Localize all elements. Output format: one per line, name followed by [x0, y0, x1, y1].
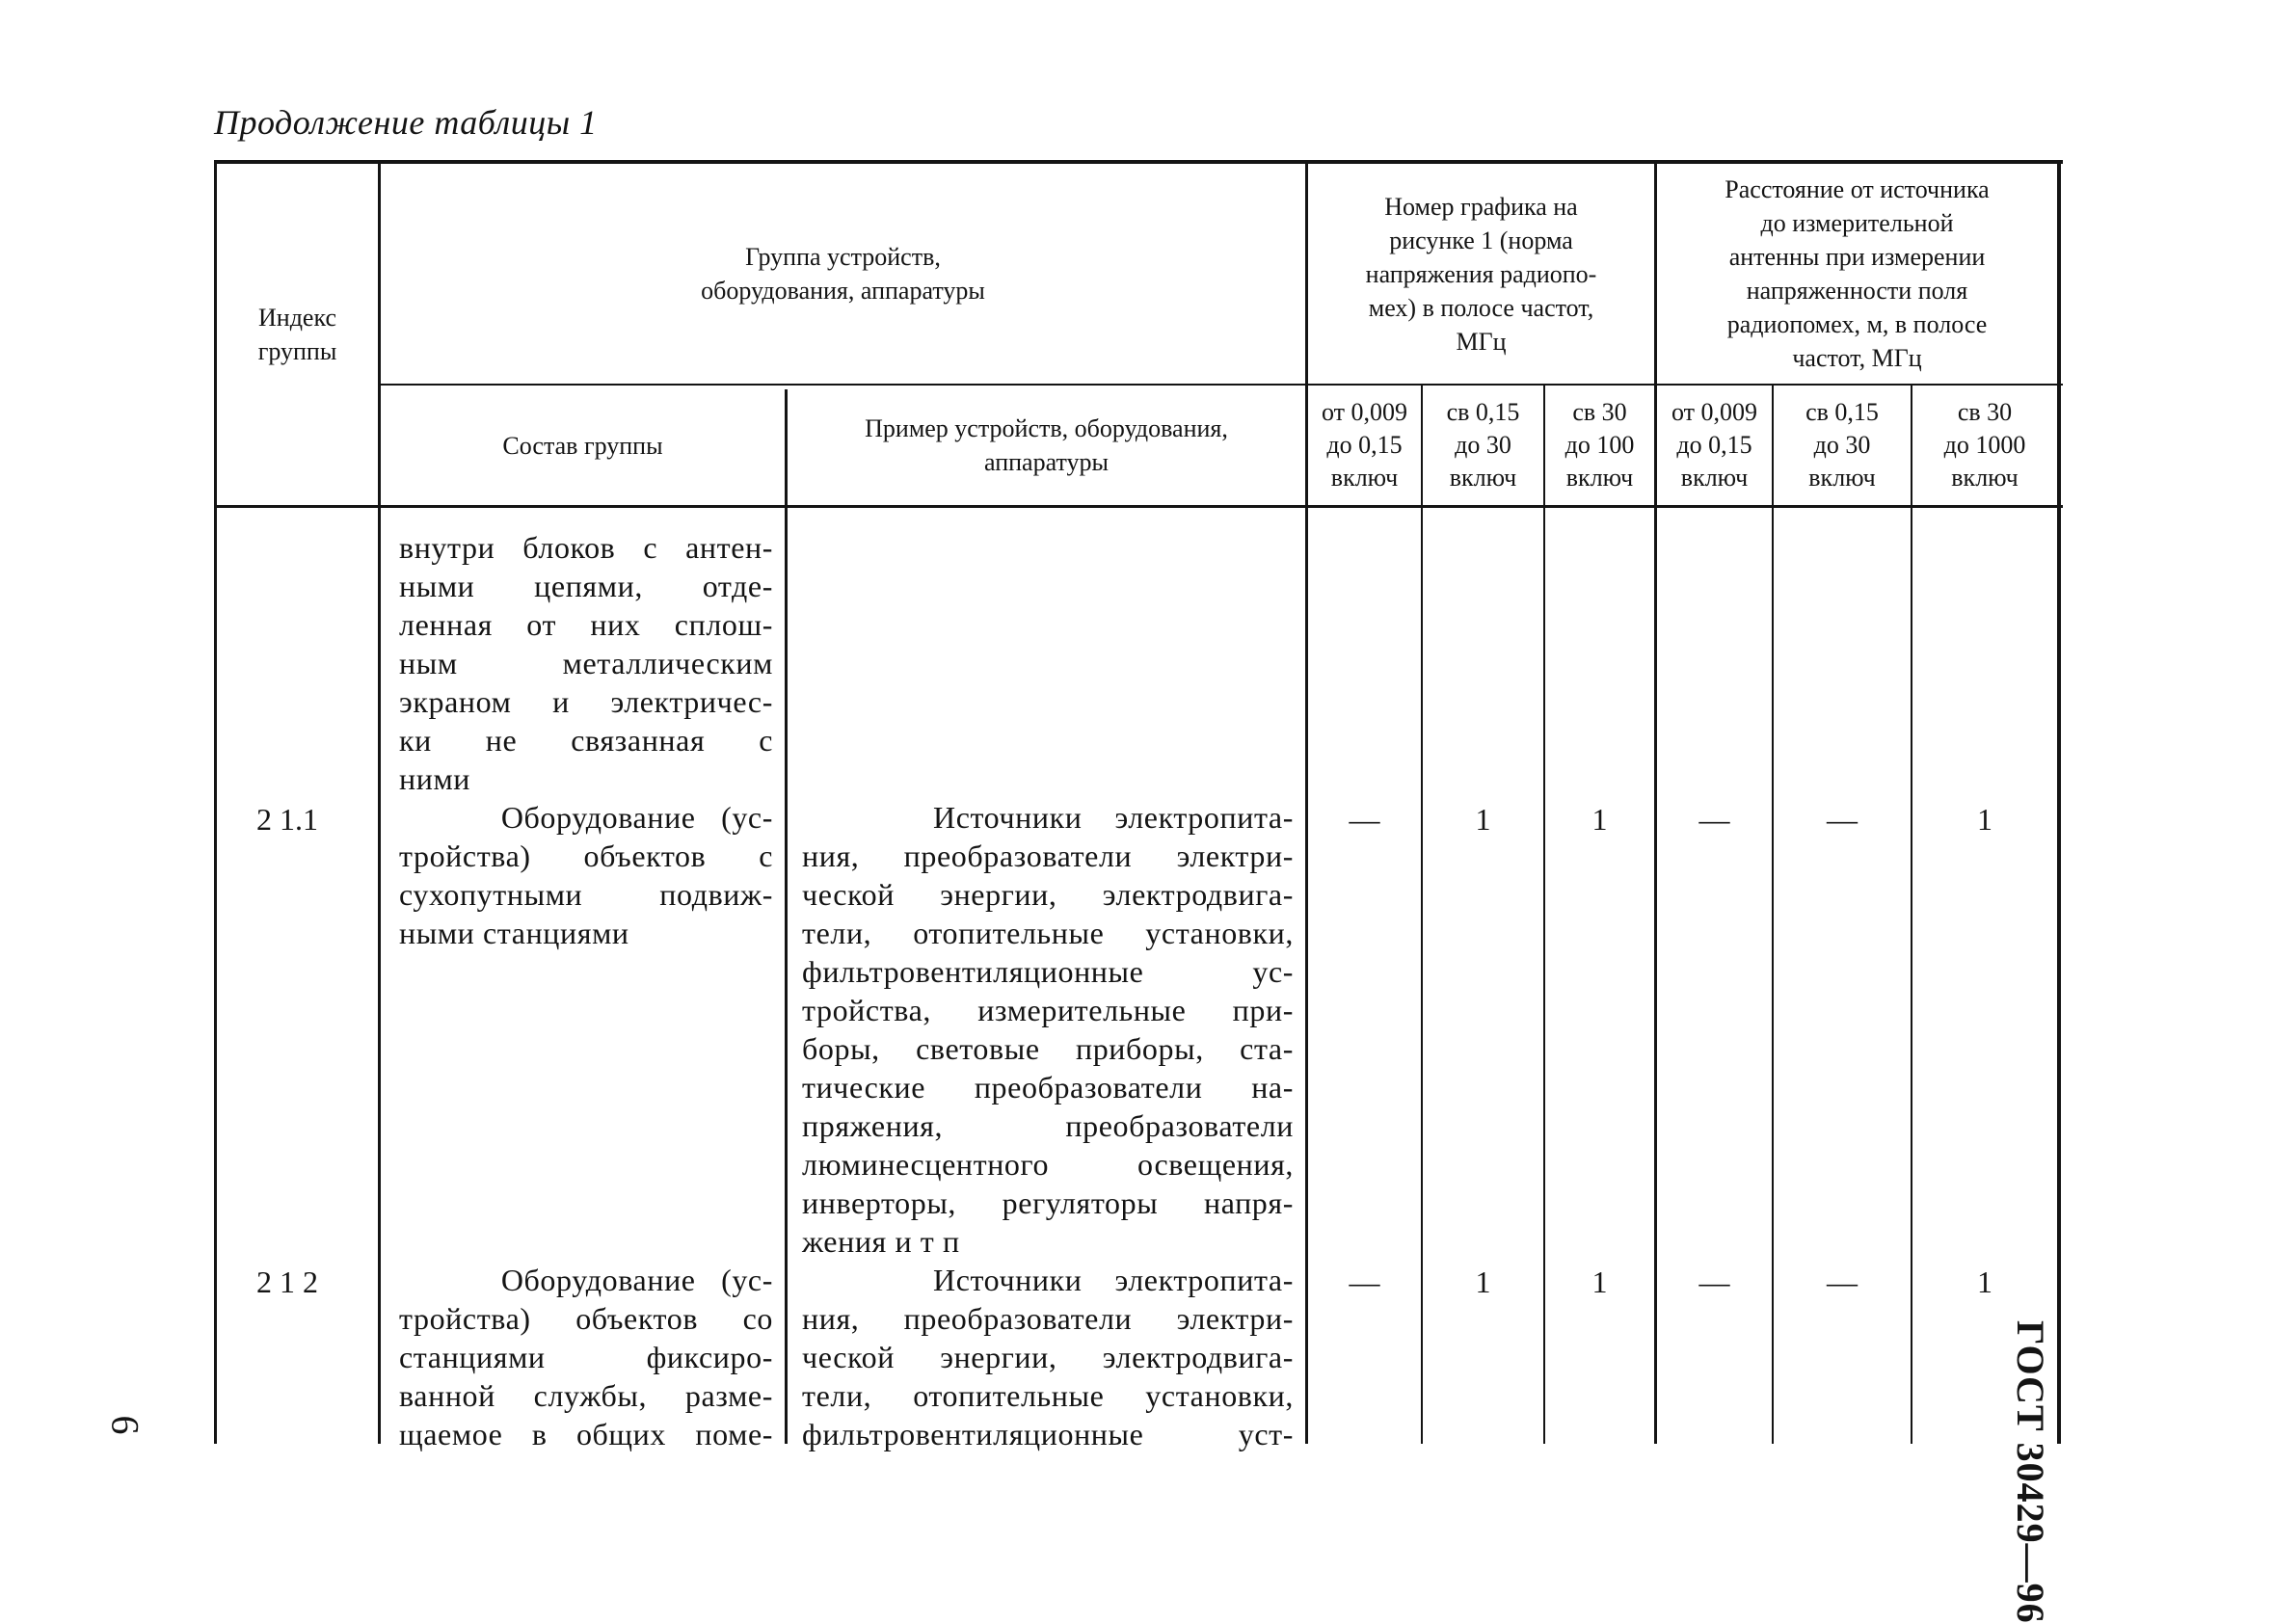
row-value-band-6: 1: [1977, 1265, 1992, 1299]
col-divider-composition: [785, 389, 788, 1444]
text-line: щаемое в общих поме-: [399, 1417, 773, 1451]
page-number: 6: [103, 1415, 147, 1435]
text-line: экраном и электричес-: [399, 684, 773, 719]
header-graph-line: рисунке 1 (норма: [1389, 226, 1573, 254]
row-value-band-5: —: [1827, 802, 1858, 837]
text-line: сухопутными подвиж-: [399, 877, 773, 912]
text-line: фильтровентиляционные ус-: [802, 954, 1294, 989]
row-index: 2 1.1: [256, 802, 318, 837]
text-line: тройства) объектов с: [399, 839, 773, 873]
row-value-band-1: —: [1349, 1265, 1380, 1299]
text-line: инверторы, регуляторы напря-: [802, 1185, 1294, 1220]
text-line: фильтровентиляционные уст-: [802, 1417, 1294, 1451]
text-line: Источники электропита-: [802, 800, 1294, 835]
text-line: внутри блоков с антен-: [399, 530, 773, 565]
text-line: ческой энергии, электродвига-: [802, 877, 1294, 912]
row-continuation-composition: [399, 528, 773, 798]
header-group-line: оборудования, аппаратуры: [701, 277, 985, 305]
band-line: от 0,009: [1671, 398, 1758, 426]
row-composition: [399, 1261, 773, 1453]
band-line: включ: [1808, 464, 1876, 492]
band-line: св 30: [1572, 398, 1627, 426]
text-line: тические преобразователи на-: [802, 1070, 1294, 1105]
band-line: до 30: [1455, 431, 1511, 459]
header-index-line: Индекс: [258, 304, 336, 332]
header-band-3: [1545, 386, 1654, 505]
text-line: тели, отопительные установки,: [802, 916, 1294, 950]
band-line: от 0,009: [1321, 398, 1408, 426]
band-line: св 0,15: [1805, 398, 1879, 426]
row-value-band-4: —: [1698, 1265, 1730, 1299]
row-value-band-2: 1: [1475, 1265, 1491, 1299]
text-line: Оборудование (ус-: [399, 1263, 773, 1297]
band-line: до 0,15: [1326, 431, 1403, 459]
band-line: до 1000: [1943, 431, 2026, 459]
row-value-band-5: —: [1827, 1265, 1858, 1299]
header-graph-line: МГц: [1456, 327, 1507, 356]
header-distance: [1657, 164, 2057, 384]
text-line: станциями фиксиро-: [399, 1340, 773, 1374]
band-line: включ: [1951, 464, 2019, 492]
row-index: 2 1 2: [256, 1265, 318, 1299]
band-line: включ: [1449, 464, 1517, 492]
row-value-band-3: 1: [1591, 1265, 1608, 1299]
table-right-border: [2057, 162, 2061, 1444]
band-line: до 100: [1564, 431, 1635, 459]
header-composition-text: Состав группы: [502, 431, 663, 460]
table-caption: Продолжение таблицы 1: [214, 103, 598, 142]
text-line: ванной службы, разме-: [399, 1378, 773, 1413]
header-composition: [381, 386, 785, 505]
row-value-band-6: 1: [1977, 802, 1992, 837]
text-line: ния, преобразователи электри-: [802, 1301, 1294, 1336]
header-band-2: [1423, 386, 1543, 505]
header-distance-line: антенны при измерении: [1728, 243, 1986, 271]
header-group-line: Группа устройств,: [745, 243, 941, 271]
text-line: ным металлическим: [399, 646, 773, 680]
band-line: включ: [1680, 464, 1749, 492]
header-graph-line: мех) в полосе частот,: [1368, 293, 1594, 322]
text-line: ния, преобразователи электри-: [802, 839, 1294, 873]
text-line: Источники электропита-: [802, 1263, 1294, 1297]
band-line: включ: [1330, 464, 1399, 492]
row-example: [802, 798, 1294, 1261]
text-line: тели, отопительные установки,: [802, 1378, 1294, 1413]
band-line: св 0,15: [1446, 398, 1520, 426]
header-distance-line: Расстояние от источника: [1725, 175, 1990, 203]
row-value-band-3: 1: [1591, 802, 1608, 837]
header-graph-line: Номер графика на: [1384, 192, 1578, 221]
band-line: до 0,15: [1676, 431, 1752, 459]
text-line: ки не связанная с: [399, 723, 773, 758]
text-line: люминесцентного освещения,: [802, 1147, 1294, 1182]
text-line: боры, световые приборы, ста-: [802, 1031, 1294, 1066]
header-band-5: [1774, 386, 1911, 505]
header-distance-line: напряженности поля: [1746, 277, 1968, 305]
row-value-band-1: —: [1349, 802, 1380, 837]
text-line: Оборудование (ус-: [399, 800, 773, 835]
text-line: жения и т п: [802, 1224, 960, 1259]
text-line: ними: [399, 761, 471, 796]
header-distance-line: частот, МГц: [1792, 344, 1922, 372]
header-band-6: [1912, 386, 2057, 505]
header-index: [217, 164, 378, 505]
header-graph: [1308, 164, 1654, 384]
header-bottom-border: [214, 505, 2063, 508]
row-value-band-4: —: [1698, 802, 1730, 837]
text-line: ленная от них сплош-: [399, 607, 773, 642]
band-line: св 30: [1957, 398, 2013, 426]
header-graph-line: напряжения радиопо-: [1365, 259, 1597, 288]
row-composition: [399, 798, 773, 952]
text-line: ными цепями, отде-: [399, 569, 773, 603]
header-distance-line: радиопомех, м, в полосе: [1726, 310, 1988, 338]
row-value-band-2: 1: [1475, 802, 1491, 837]
header-index-line: группы: [257, 337, 337, 365]
header-example-line: Пример устройств, оборудования,: [865, 414, 1228, 442]
header-example: [788, 386, 1305, 505]
row-example: [802, 1261, 1294, 1453]
text-line: тройства, измерительные при-: [802, 993, 1294, 1027]
header-distance-line: до измерительной: [1760, 209, 1954, 237]
text-line: пряжения, преобразователи: [802, 1108, 1294, 1143]
text-line: тройства) объектов со: [399, 1301, 773, 1336]
band-line: до 30: [1813, 431, 1871, 459]
header-example-line: аппаратуры: [984, 448, 1109, 476]
header-band-1: [1308, 386, 1421, 505]
header-band-4: [1657, 386, 1772, 505]
header-group: [381, 164, 1305, 384]
standard-identifier: ГОСТ 30429—96: [2009, 1320, 2052, 1624]
band-line: включ: [1565, 464, 1634, 492]
text-line: ными станциями: [399, 916, 629, 950]
text-line: ческой энергии, электродвига-: [802, 1340, 1294, 1374]
